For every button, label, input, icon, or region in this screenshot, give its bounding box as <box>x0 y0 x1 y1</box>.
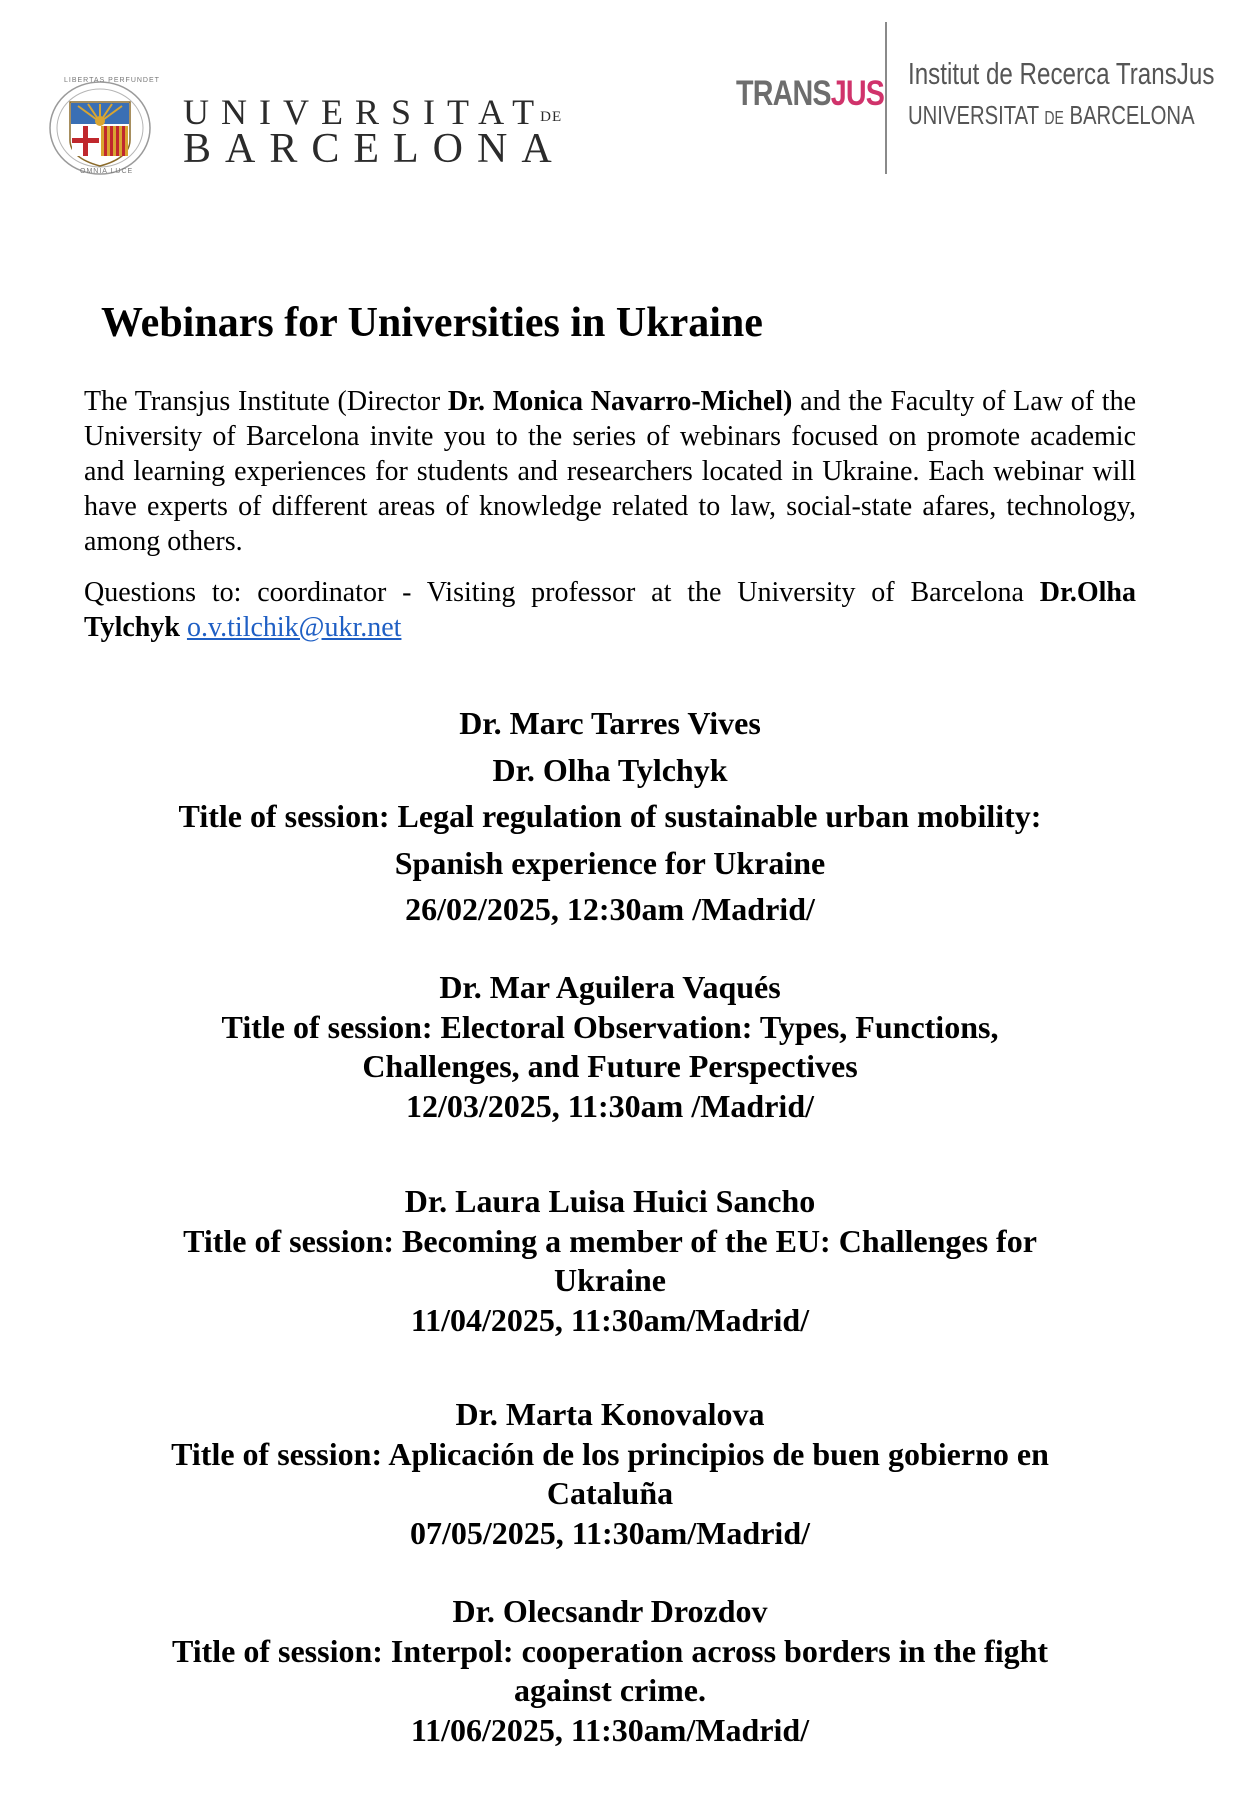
session-speaker: Dr. Marc Tarres Vives <box>459 705 761 741</box>
page-title: Webinars for Universities in Ukraine <box>101 300 763 346</box>
session-title: Cataluña <box>546 1475 674 1511</box>
session-title: Spanish experience for Ukraine <box>394 844 826 881</box>
wordmark-barcelona: BARCELONA <box>183 126 566 172</box>
session-speaker: Dr. Laura Luisa Huici Sancho <box>404 1183 816 1219</box>
session-5 <box>60 1592 1160 1750</box>
seal-motto-bottom: OMNIA LUCE <box>80 168 134 175</box>
wordmark-de: DE <box>540 109 563 125</box>
intro-part2: and the Faculty of Law of the University of Barcelona invite you to the series of webinars focused on promote academic and learning experiences for students and researchers located in Ukraine. Each webinar will have experts of different areas of knowledge related to law, social-state afares, technology, among others. <box>84 386 1137 557</box>
coordinator-email-link[interactable]: o.v.tilchik@ukr.net <box>186 612 402 643</box>
seal-motto-top: LIBERTAS PERFUNDET <box>64 77 160 84</box>
transjus-logo <box>736 74 884 114</box>
institute-university <box>908 100 1195 133</box>
intro-paragraph <box>84 384 1136 559</box>
wordmark-universitat: UNIVERSITAT <box>183 92 547 132</box>
institute-univ-part2: BARCELONA <box>1063 100 1195 130</box>
session-3 <box>60 1182 1160 1340</box>
institute-name: Institut de Recerca TransJus <box>908 56 1215 91</box>
session-datetime: 11/04/2025, 11:30am/Madrid/ <box>410 1301 810 1338</box>
university-of-barcelona-logo <box>48 77 658 180</box>
session-datetime: 07/05/2025, 11:30am/Madrid/ <box>410 1514 810 1551</box>
coordinator-name: Dr.Olha Tylchyk <box>84 577 1136 643</box>
institute-univ-part1: UNIVERSITAT <box>908 100 1045 130</box>
transjus-logo-trans: TRANS <box>736 74 831 113</box>
document-header <box>0 0 1253 200</box>
session-title: Ukraine <box>554 1262 666 1298</box>
session-datetime: 11/06/2025, 11:30am/Madrid/ <box>410 1711 810 1748</box>
session-speaker: Dr. Mar Aguilera Vaqués <box>439 969 781 1005</box>
university-seal-icon <box>48 80 152 176</box>
institute-univ-de: DE <box>1044 108 1064 128</box>
session-speaker: Dr. Marta Konovalova <box>455 1396 765 1432</box>
intro-part1: The Transjus Institute (Director <box>84 386 448 417</box>
session-speaker: Dr. Olha Tylchyk <box>492 751 728 788</box>
session-title: Challenges, and Future Perspectives <box>362 1048 858 1084</box>
session-title: against crime. <box>514 1672 706 1708</box>
questions-paragraph <box>84 575 1136 645</box>
session-title: Title of session: Interpol: cooperation across borders in the fight <box>171 1632 1049 1669</box>
university-wordmark <box>183 94 663 174</box>
session-speaker: Dr. Olecsandr Drozdov <box>452 1593 768 1629</box>
session-4 <box>60 1395 1160 1553</box>
session-title: Title of session: Electoral Observation: Types, Functions, <box>221 1008 999 1045</box>
session-1 <box>60 700 1160 933</box>
session-title: Title of session: Legal regulation of sustainable urban mobility: <box>178 798 1042 834</box>
intro-director: Dr. Monica Navarro-Michel) <box>447 386 793 417</box>
questions-text: Questions to: coordinator - Visiting professor at the University of Barcelona <box>84 577 1040 608</box>
session-2 <box>60 968 1160 1126</box>
session-title: Title of session: Aplicación de los principios de buen gobierno en <box>171 1435 1049 1472</box>
session-datetime: 12/03/2025, 11:30am /Madrid/ <box>406 1087 814 1124</box>
institute-logo <box>908 56 1248 133</box>
header-divider <box>885 22 887 174</box>
transjus-logo-jus: JUS <box>830 74 885 113</box>
session-datetime: 26/02/2025, 12:30am /Madrid/ <box>405 891 815 927</box>
session-title: Title of session: Becoming a member of the EU: Challenges for <box>183 1222 1037 1259</box>
